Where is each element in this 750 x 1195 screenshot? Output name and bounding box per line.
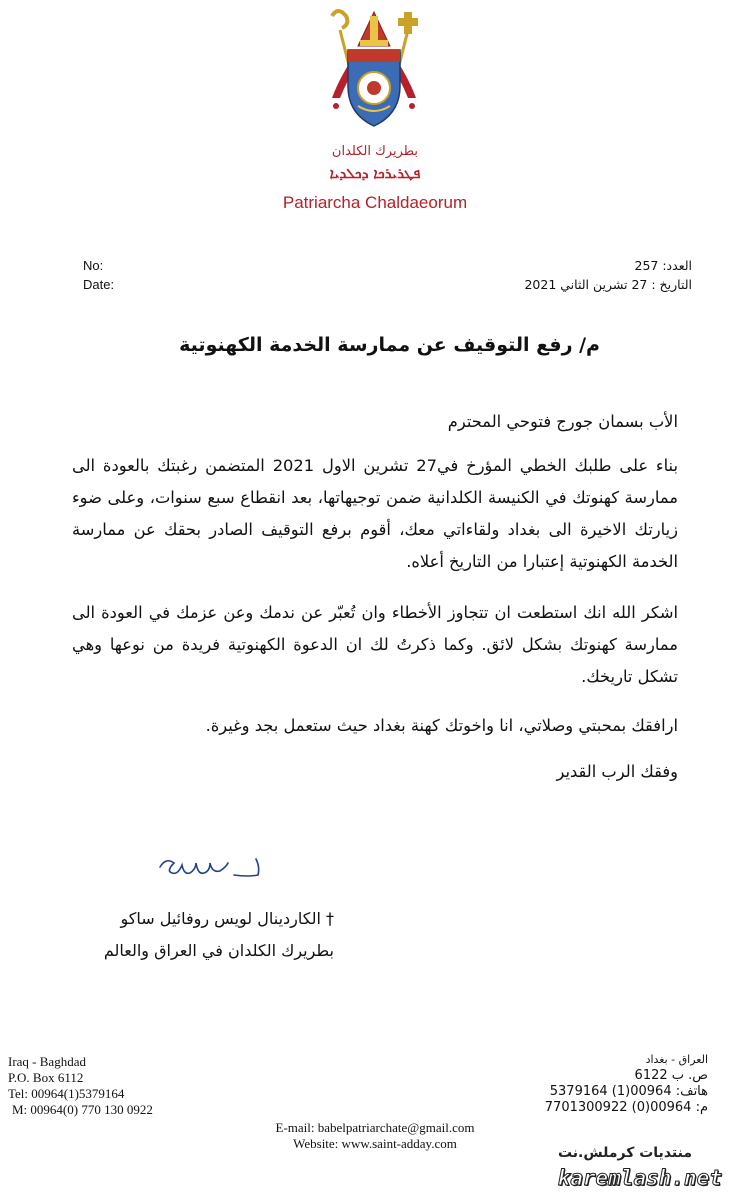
footer-website[interactable]: Website: www.saint-adday.com [293, 1136, 457, 1151]
letter-addressee: الأب بسمان جورج فتوحي المحترم [447, 412, 678, 431]
syriac-patriarch-name: ܦܛܪܝܪܟܐ ܕܟܠܕܝܐ [329, 166, 421, 182]
patriarchal-coat-of-arms-logo [318, 6, 430, 136]
watermark-arabic: منتديات كرملش.نت [557, 1145, 692, 1161]
footer-tel-ar: هاتف: 00964(1) 5379164 [549, 1084, 708, 1099]
latin-patriarch-name: Patriarcha Chaldaeorum [282, 193, 468, 212]
letter-closing: وفقك الرب القدير [556, 762, 678, 781]
footer-mobile-en: M: 00964(0) 770 130 0922 [12, 1102, 153, 1117]
document-number: العدد: 257 [634, 258, 692, 273]
letter-subject: م/ رفع التوقيف عن ممارسة الخدمة الكهنوتية [179, 334, 600, 356]
document-date: التاريخ : 27 تشرين الثاني 2021 [524, 277, 692, 292]
letter-paragraph-3: ارافقك بمحبتي وصلاتي، انا واخوتك كهنة بغداد حيث ستعمل بجد وغيرة. [205, 716, 678, 735]
footer-city-en: Iraq - Baghdad [8, 1054, 86, 1069]
number-label: No: [83, 258, 104, 273]
signatory-title: بطريرك الكلدان في العراق والعالم [103, 941, 334, 960]
footer-pobox-en: P.O. Box 6112 [8, 1070, 84, 1085]
watermark-latin: karemlash.net [557, 1166, 722, 1190]
letter-paragraph-1: بناء على طلبك الخطي المؤرخ في27 تشرين الاول 2021 المتضمن رغبتك بالعودة الى ممارسة كهنوتك في الكنيسة الكلدانية ضمن توجيهاتها، بعد انقطاع سبع سنوات، وعلى ضوء زيارتك الاخيرة الى بغداد ولقاءاتي معك، أقوم برفع التوقيف الصادر بحقك عن ممارسة الخدمة الكهنوتية إعتبارا من التاريخ أعلاه. [72, 456, 678, 571]
signatory-name: † الكاردينال لويس روفائيل ساكو [120, 909, 334, 928]
footer-city-ar: العراق - بغداد [645, 1053, 708, 1066]
arabic-patriarch-name: بطريرك الكلدان [331, 144, 419, 159]
footer-pobox-ar: ص. ب 6122 [634, 1068, 708, 1083]
footer-email[interactable]: E-mail: babelpatriarchate@gmail.com [275, 1120, 475, 1135]
footer-tel-en: Tel: 00964(1)5379164 [8, 1086, 125, 1101]
letter-paragraph-2: اشكر الله انك استطعت ان تتجاوز الأخطاء وان تُعبّر عن ندمك وعن عزمك في العودة الى ممارسة كهنوتك بشكل لائق. وكما ذكرتُ لك ان الدعوة الكهنوتية فريدة من نوعها وهي تشكل تاريخك. [72, 603, 678, 686]
footer-address-en [8, 1054, 153, 1118]
handwritten-signature [148, 845, 273, 885]
footer-mobile-ar: م: 00964(0) 7701300922 [544, 1100, 708, 1115]
date-label: Date: [83, 277, 115, 292]
footer-address-ar [545, 1052, 708, 1116]
